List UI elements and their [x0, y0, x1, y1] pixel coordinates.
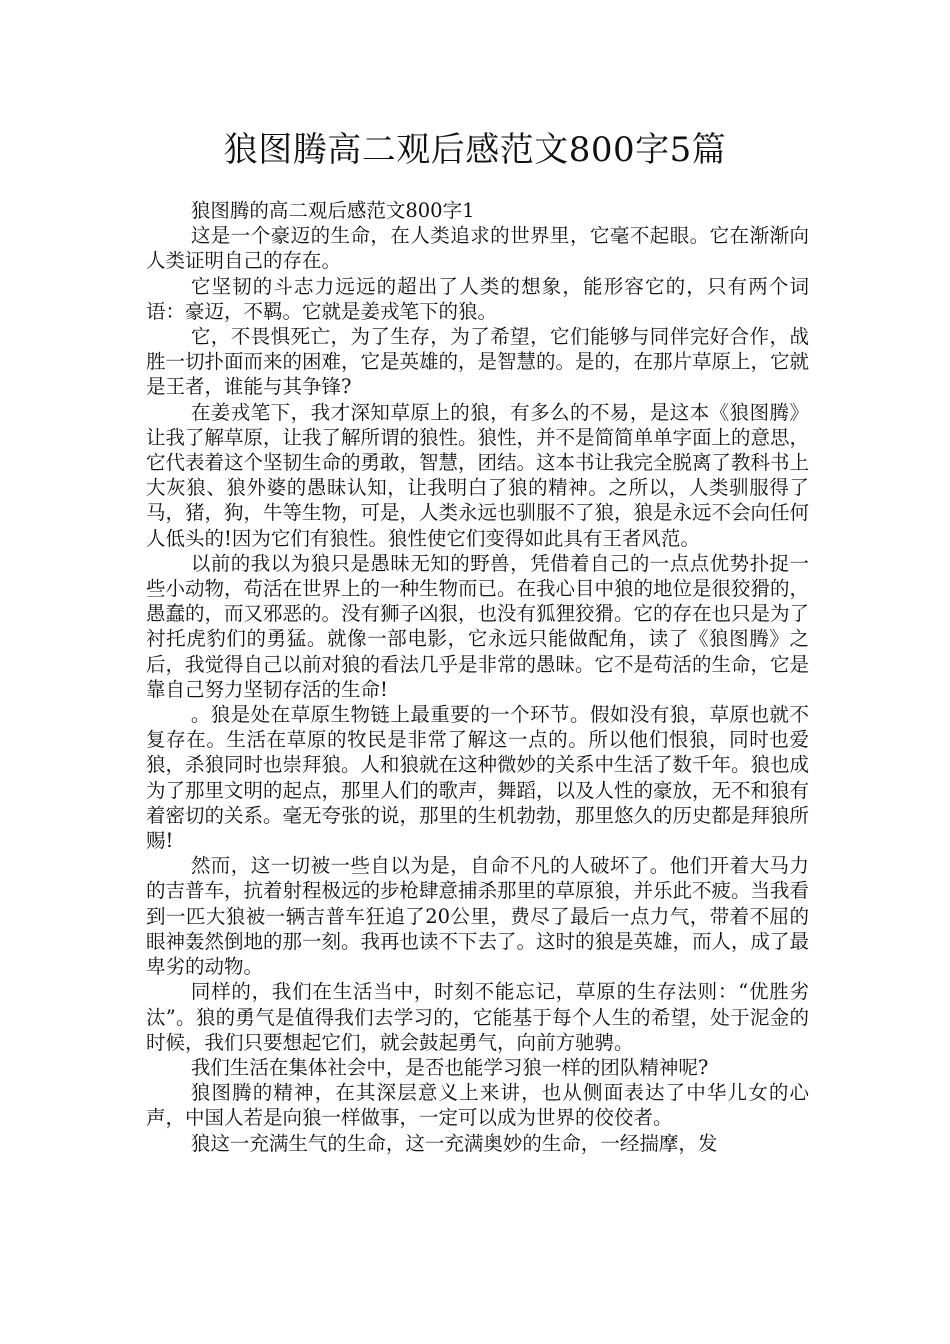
section-heading: 狼图腾的高二观后感范文800字1: [190, 199, 475, 222]
paragraph: 我们生活在集体社会中，是否也能学习狼一样的团队精神呢?: [190, 1055, 709, 1079]
paragraph: 同样的，我们在生活当中，时刻不能忘记，草原的生存法则：“优胜劣汰”。狼的勇气是值得我们去学习的，它能基于每个人生的希望，处于泥金的时候，我们只要想起它们，就会鼓起勇气，向前方驰骋。: [146, 980, 809, 1054]
document-body: [146, 198, 809, 1156]
paragraph: 狼图腾的精神，在其深层意义上来讲，也从侧面表达了中华儿女的心声，中国人若是向狼一样做事，一定可以成为世界的佼佼者。: [146, 1081, 809, 1130]
paragraph: 在姜戎笔下，我才深知草原上的狼，有多么的不易，是这本《狼图腾》让我了解草原，让我了解所谓的狼性。狼性，并不是简简单单字面上的意思，它代表着这个坚韧生命的勇敢，智慧，团结。这本书让我完全脱离了教科书上大灰狼、狼外婆的愚昧认知，让我明白了狼的精神。之所以，人类驯服得了马，猪，狗，牛等生物，可是，人类永远也驯服不了狼，狼是永远不会向任何人低头的!因为它们有狼性。狼性使它们变得如此具有王者风范。: [146, 400, 810, 550]
paragraph: 然而，这一切被一些自以为是，自命不凡的人破坏了。他们开着大马力的吉普车，抗着射程极远的步枪肆意捕杀那里的草原狼，并乐此不疲。当我看到一匹大狼被一辆吉普车狂追了20公里，费尽了最后一点力气，带着不屈的眼神轰然倒地的那一刻。我再也读不下去了。这时的狼是英雄，而人，成了最卑劣的动物。: [146, 854, 810, 979]
document-title: 狼图腾高二观后感范文800字5篇: [223, 130, 727, 170]
paragraph: 以前的我以为狼只是愚昧无知的野兽，凭借着自己的一点点优势扑捉一些小动物，苟活在世界上的一种生物而已。在我心目中狼的地位是很狡猾的，愚蠢的，而又邪恶的。没有狮子凶狠，也没有狐狸狡猾。它的存在也只是为了衬托虎豹们的勇猛。就像一部电影，它永远只能做配角，读了《狼图腾》之后，我觉得自己以前对狼的看法几乎是非常的愚昧。它不是苟活的生命，它是靠自己努力坚韧存活的生命!: [146, 551, 810, 701]
paragraph: 这是一个豪迈的生命，在人类追求的世界里，它毫不起眼。它在渐渐向人类证明自己的存在。: [146, 224, 809, 273]
paragraph: 它坚韧的斗志力远远的超出了人类的想象，能形容它的，只有两个词语：豪迈，不羁。它就是姜戎笔下的狼。: [146, 274, 809, 323]
paragraph: 它，不畏惧死亡，为了生存，为了希望，它们能够与同伴完好合作，战胜一切扑面而来的困难，它是英雄的，是智慧的。是的，在那片草原上，它就是王者，谁能与其争锋?: [146, 325, 810, 399]
paragraph: 狼这一充满生气的生命，这一充满奥妙的生命，一经揣摩，发: [190, 1131, 718, 1155]
paragraph: 。狼是处在草原生物链上最重要的一个环节。假如没有狼，草原也就不复存在。生活在草原的牧民是非常了解这一点的。所以他们恨狼，同时也爱狼，杀狼同时也崇拜狼。人和狼就在这种微妙的关系中生活了数千年。狼也成为了那里文明的起点，那里人们的歌声，舞蹈，以及人性的豪放，无不和狼有着密切的关系。毫无夸张的说，那里的生机勃勃，那里悠久的历史都是拜狼所赐!: [146, 703, 810, 853]
